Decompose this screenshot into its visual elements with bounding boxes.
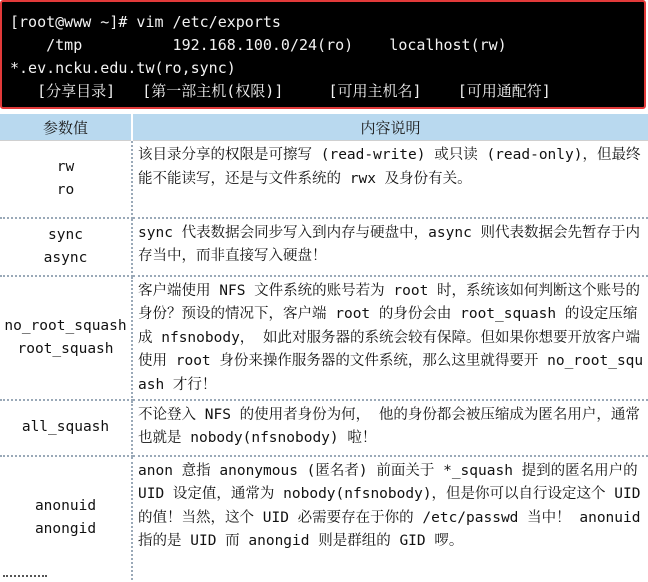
terminal-line-legend: [分享目录] [第一部主机(权限)] [可用主机名] [可用通配符] <box>10 82 551 100</box>
page-continuation-mark <box>3 575 47 580</box>
param-cell <box>0 400 132 456</box>
table-row <box>0 456 648 580</box>
param-value: rw <box>56 158 75 175</box>
param-value: root_squash <box>17 340 114 357</box>
param-value: async <box>43 249 88 266</box>
terminal-block <box>0 0 646 109</box>
terminal-line-command: [root@www ~]# vim /etc/exports <box>10 13 281 31</box>
description-cell: 客户端使用 NFS 文件系统的账号若为 root 时，系统该如何判断这个账号的身份？预设的情况下，客户端 root 的身份会由 root_squash 的设定压缩成 nfsnobody， 如此对服务器的系统会较有保障。但如果你想要开放客户端使用 root 身份来操作服务器的文件系统，那么这里就得要开 no_root_squash 才行！ <box>132 276 648 400</box>
table-header-row <box>0 114 648 141</box>
table-row <box>0 276 648 400</box>
param-value: anongid <box>34 521 97 537</box>
table-row <box>0 400 648 456</box>
param-cell <box>0 141 132 218</box>
table-row <box>0 141 648 218</box>
table-row <box>0 218 648 276</box>
header-description: 内容说明 <box>132 114 648 141</box>
param-value: anonuid <box>34 498 97 514</box>
header-param: 参数值 <box>0 114 132 141</box>
description-cell: anon 意指 anonymous (匿名者) 前面关于 *_squash 提到的匿名用户的 UID 设定值，通常为 nobody(nfsnobody)，但是你可以自行设定这个 UID 的值！当然，这个 UID 必需要存在于你的 /etc/passwd 当中！ anonuid 指的是 UID 而 anongid 则是群组的 GID 啰。 <box>138 462 641 549</box>
description-cell: 不论登入 NFS 的使用者身份为何， 他的身份都会被压缩成为匿名用户，通常也就是 nobody(nfsnobody) 啦！ <box>132 400 648 456</box>
param-value: all_squash <box>21 419 110 435</box>
param-value: sync <box>48 226 83 243</box>
options-table <box>0 114 648 580</box>
description-cell: 该目录分享的权限是可擦写 (read-write) 或只读 (read-only)，但最终能不能读写，还是与文件系统的 rwx 及身份有关。 <box>132 141 648 218</box>
description-cell: sync 代表数据会同步写入到内存与硬盘中，async 则代表数据会先暂存于内存当中，而非直接写入硬盘！ <box>132 218 648 276</box>
param-value: no_root_squash <box>4 317 127 334</box>
param-value: ro <box>56 181 75 198</box>
terminal-line-export-1: /tmp 192.168.100.0/24(ro) localhost(rw) <box>10 36 507 54</box>
param-cell <box>0 276 132 400</box>
param-cell <box>0 456 132 580</box>
param-cell <box>0 218 132 276</box>
terminal-line-export-2: *.ev.ncku.edu.tw(ro,sync) <box>10 59 236 77</box>
